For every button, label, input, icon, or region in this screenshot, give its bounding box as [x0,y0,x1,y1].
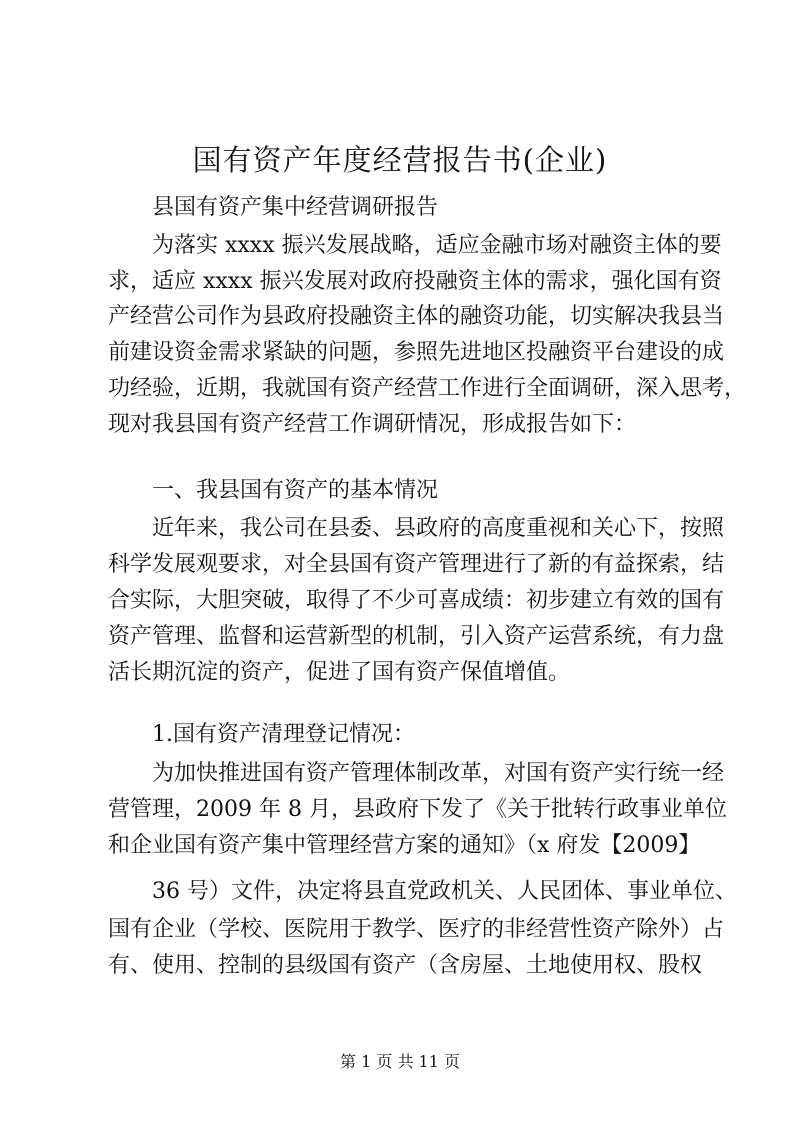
paragraph-line: 营管理，2009 年 8 月，县政府下发了《关于批转行政事业单位 [108,797,727,822]
paragraph-line: 为落实 xxxx 振兴发展战略，适应金融市场对融资主体的要 [152,233,722,258]
paragraph-line: 求，适应 xxxx 振兴发展对政府投融资主体的需求，强化国有资 [108,269,722,294]
document-title: 国有资产年度经营报告书(企业) [192,143,608,177]
page-number-footer: 第 1 页 共 11 页 [340,1052,460,1071]
paragraph-line: 国有企业（学校、医院用于教学、医疗的非经营性资产除外）占 [108,917,725,942]
paragraph-line: 近年来，我公司在县委、县政府的高度重视和关心下，按照 [152,516,725,541]
paragraph-line: 和企业国有资产集中管理经营方案的通知》（x 府发【2009】 [108,833,701,858]
paragraph-line: 为加快推进国有资产管理体制改革，对国有资产实行统一经 [152,761,725,786]
paragraph-line: 合实际，大胆突破，取得了不少可喜成绩：初步建立有效的国有 [108,588,725,613]
paragraph-line: 有、使用、控制的县级国有资产（含房屋、土地使用权、股权 [108,953,703,978]
paragraph-line: 活长期沉淀的资产，促进了国有资产保值增值。 [108,660,571,685]
paragraph-line: 前建设资金需求紧缺的问题，参照先进地区投融资平台建设的成 [108,340,725,365]
paragraph-line: 科学发展观要求，对全县国有资产管理进行了新的有益探索，结 [108,552,725,577]
paragraph-line: 产经营公司作为县政府投融资主体的融资功能，切实解决我县当 [108,304,725,329]
paragraph-line: 现对我县国有资产经营工作调研情况，形成报告如下： [108,412,637,437]
subsection-heading: 1.国有资产清理登记情况： [152,722,415,747]
subtitle-line: 县国有资产集中经营调研报告 [152,195,439,220]
paragraph-line: 功经验，近期，我就国有资产经营工作进行全面调研，深入思考， [108,376,747,401]
section-heading: 一、我县国有资产的基本情况 [152,478,439,503]
paragraph-line: 36 号）文件，决定将县直党政机关、人民团体、事业单位、 [152,879,737,904]
paragraph-line: 资产管理、监督和运营新型的机制，引入资产运营系统，有力盘 [108,624,725,649]
